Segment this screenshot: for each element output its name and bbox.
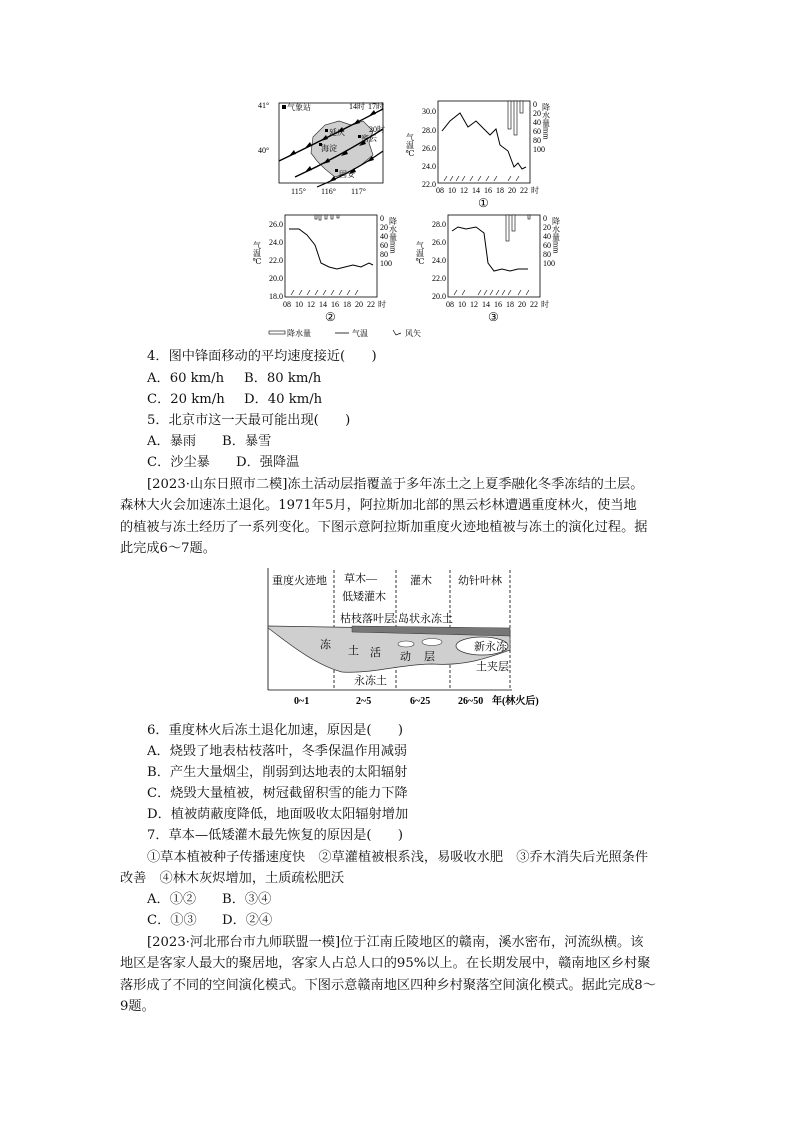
svg-text:28.0: 28.0 xyxy=(422,126,436,135)
island-permafrost-2 xyxy=(422,639,442,646)
svg-text:60: 60 xyxy=(380,241,388,250)
svg-text:12: 12 xyxy=(470,300,478,309)
xtick-4: 26~50 xyxy=(458,696,484,707)
x-ticks-3 xyxy=(446,299,549,309)
svg-text:20: 20 xyxy=(533,109,541,118)
panel-2 xyxy=(252,214,398,324)
q7-option-b: B．③④ xyxy=(222,892,272,907)
q4-option-c: C．20 km/h xyxy=(147,392,225,407)
svg-text:16: 16 xyxy=(331,300,339,309)
svg-text:100: 100 xyxy=(533,145,545,154)
svg-text:20: 20 xyxy=(380,223,388,232)
svg-text:80: 80 xyxy=(533,136,541,145)
svg-text:40: 40 xyxy=(533,118,541,127)
q7-statements-1: ①草本植被种子传播速度快 ②草灌植被根系浅，易吸收水肥 ③乔木消失后光照条件 xyxy=(147,850,649,865)
y-label-1: 气温℃ xyxy=(405,133,415,158)
svg-text:0: 0 xyxy=(380,214,384,223)
q7-stem: 7．草本—低矮灌木最先恢复的原因是( ) xyxy=(147,828,404,843)
svg-text:60: 60 xyxy=(543,241,551,250)
stage-2a: 草木— xyxy=(344,573,377,585)
svg-text:40: 40 xyxy=(380,232,388,241)
xtick-2: 2~5 xyxy=(356,696,372,707)
q7-statements-2: 改善 ④林木灰烬增加，土质疏松肥沃 xyxy=(120,871,345,886)
svg-text:0: 0 xyxy=(543,214,547,223)
svg-text:12: 12 xyxy=(460,186,468,195)
front-map xyxy=(258,101,385,196)
svg-text:100: 100 xyxy=(380,259,392,268)
svg-text:26.0: 26.0 xyxy=(432,238,446,247)
q6-option-c: C．烧毁大量植被，树冠截留积雪的能力下降 xyxy=(147,786,408,801)
svg-text:24.0: 24.0 xyxy=(422,162,436,171)
svg-text:26.0: 26.0 xyxy=(269,220,283,229)
stage-1: 重度火迹地 xyxy=(272,575,327,587)
svg-text:80: 80 xyxy=(380,250,388,259)
q6-option-d: D．植被荫蔽度降低，地面吸收太阳辐射增加 xyxy=(147,807,409,822)
label-permafrost: 永冻土 xyxy=(354,675,387,687)
wind-barbs-3 xyxy=(454,290,529,295)
station-icon xyxy=(282,105,286,109)
stage-3: 灌木 xyxy=(410,575,432,587)
panel-3 xyxy=(415,214,561,324)
svg-text:时: 时 xyxy=(378,300,386,309)
place-yanqing: 延庆 xyxy=(329,128,345,137)
lon-115: 115° xyxy=(291,187,306,196)
q5-option-b: B．暴雪 xyxy=(222,434,272,449)
q7-option-a: A．①② xyxy=(147,892,197,907)
svg-text:16: 16 xyxy=(484,186,492,195)
svg-text:24.0: 24.0 xyxy=(432,256,446,265)
svg-text:时: 时 xyxy=(541,300,549,309)
svg-text:时: 时 xyxy=(531,186,539,195)
svg-text:20: 20 xyxy=(543,223,551,232)
passage3-line-4: 9题。 xyxy=(120,999,155,1014)
svg-text:20.0: 20.0 xyxy=(432,292,446,301)
svg-text:22: 22 xyxy=(530,300,538,309)
q6-stem: 6．重度林火后冻土退化加速，原因是( ) xyxy=(147,723,404,738)
xtick-1: 0~1 xyxy=(294,696,310,707)
label-dong: 冻 xyxy=(320,639,331,651)
y-label-2: 气温℃ xyxy=(252,241,262,266)
svg-text:20.0: 20.0 xyxy=(269,274,283,283)
svg-text:12: 12 xyxy=(307,300,315,309)
wind-barbs-2 xyxy=(291,290,358,295)
svg-text:18: 18 xyxy=(343,300,351,309)
svg-text:20: 20 xyxy=(355,300,363,309)
label-new-1: 新永冻 xyxy=(474,641,507,653)
place-miyun: 密云 xyxy=(361,134,377,143)
q5-option-a: A．暴雨 xyxy=(147,434,197,449)
y2-label-1: 降水量mm xyxy=(541,103,551,140)
y2-label-2: 降水量mm xyxy=(388,217,398,254)
passage2-line-1: [2023·山东日照市二模]冻土活动层指覆盖于多年冻土之上夏季融化冬季冻结的土层。 xyxy=(147,477,644,492)
svg-text:16: 16 xyxy=(494,300,502,309)
panel-label-1: ① xyxy=(478,196,489,210)
passage3-line-2: 地区是客家人最大的聚居地，客家人占总人口的95%以上。在长期发展中，赣南地区乡村聚 xyxy=(120,956,651,971)
rain-bars-1 xyxy=(508,101,523,135)
panel-label-3: ③ xyxy=(488,310,499,324)
place-gu-an: 固安 xyxy=(339,170,355,179)
svg-text:10: 10 xyxy=(448,186,456,195)
temp-line-3 xyxy=(452,227,528,271)
rain-bars-3 xyxy=(506,215,530,241)
svg-text:30.0: 30.0 xyxy=(422,107,436,116)
island-permafrost-1 xyxy=(398,641,414,647)
label-ceng: 层 xyxy=(424,651,435,663)
temp-line-1 xyxy=(442,113,526,169)
stage-4: 幼针叶林 xyxy=(458,575,502,587)
svg-text:100: 100 xyxy=(543,259,555,268)
panel-label-2: ② xyxy=(325,310,336,324)
svg-text:10: 10 xyxy=(295,300,303,309)
x-ticks-1 xyxy=(436,185,539,195)
svg-text:08: 08 xyxy=(446,300,454,309)
q4-option-d: D．40 km/h xyxy=(244,392,323,407)
svg-text:风矢: 风矢 xyxy=(405,329,421,338)
time-14: 14时 xyxy=(349,102,365,111)
q7-option-c: C．①③ xyxy=(147,913,197,928)
q6-option-b: B．产生大量烟尘，削弱到达地表的太阳辐射 xyxy=(147,765,408,780)
wind-barbs-1 xyxy=(444,176,519,181)
y2-label-3: 降水量mm xyxy=(551,217,561,254)
q6-option-a: A．烧毁了地表枯枝落叶，冬季保温作用减弱 xyxy=(147,744,408,759)
svg-text:40: 40 xyxy=(543,232,551,241)
lon-116: 116° xyxy=(321,187,336,196)
svg-text:20: 20 xyxy=(518,300,526,309)
svg-text:14: 14 xyxy=(482,300,490,309)
legend-station: 气象站 xyxy=(287,103,311,112)
weather-figure xyxy=(252,95,561,345)
q4-option-b: B．80 km/h xyxy=(244,371,322,386)
passage2-line-3: 的植被与冻土经历了一系列变化。下图示意阿拉斯加重度火迹地植被与冻土的演化过程。据 xyxy=(120,520,648,535)
x-ticks-2 xyxy=(283,299,386,309)
q7-option-d: D．②④ xyxy=(222,913,273,928)
label-dong2: 动 xyxy=(400,651,411,663)
svg-text:28.0: 28.0 xyxy=(432,220,446,229)
svg-text:08: 08 xyxy=(283,300,291,309)
passage2-line-2: 森林大火会加速冻土退化。1971年5月，阿拉斯加北部的黑云杉林遭遇重度林火，使当地 xyxy=(120,498,637,513)
label-new-2: 土夹层 xyxy=(476,661,509,673)
label-huo: 活 xyxy=(370,647,381,659)
passage2-line-4: 此完成6～7题。 xyxy=(120,541,216,556)
passage3-line-1: [2023·河北邢台市九师联盟一模]位于江南丘陵地区的赣南，溪水密布，河流纵横。该 xyxy=(147,935,644,950)
lat-40: 40° xyxy=(258,146,270,155)
q5-option-d: D．强降温 xyxy=(236,455,300,470)
rain-bars-2 xyxy=(315,215,339,220)
svg-text:26.0: 26.0 xyxy=(422,144,436,153)
svg-text:10: 10 xyxy=(458,300,466,309)
q4-option-a: A．60 km/h xyxy=(147,371,225,386)
lat-41: 41° xyxy=(258,101,270,110)
panel-1 xyxy=(405,100,551,210)
svg-text:0: 0 xyxy=(533,100,537,109)
y-label-3: 气温℃ xyxy=(415,241,425,266)
lon-117: 117° xyxy=(351,187,366,196)
svg-text:22.0: 22.0 xyxy=(269,256,283,265)
figure1-legend xyxy=(269,328,421,338)
passage3-line-3: 落形成了不同的空间演化模式。下图示意赣南地区四种乡村聚落空间演化模式。据此完成8～ xyxy=(120,978,656,993)
svg-text:20: 20 xyxy=(508,186,516,195)
q5-stem: 5．北京市这一天最可能出现( ) xyxy=(147,413,351,428)
svg-text:18.0: 18.0 xyxy=(269,292,283,301)
svg-text:14: 14 xyxy=(472,186,480,195)
svg-text:24.0: 24.0 xyxy=(269,238,283,247)
svg-text:60: 60 xyxy=(533,127,541,136)
label-island: 岛状永冻土 xyxy=(398,613,453,625)
x-unit: 年(林火后) xyxy=(492,696,539,707)
place-haidian: 海淀 xyxy=(321,144,337,153)
q4-stem: 4．图中锋面移动的平均速度接近( ) xyxy=(147,349,377,364)
svg-text:80: 80 xyxy=(543,250,551,259)
svg-text:22.0: 22.0 xyxy=(422,180,436,189)
svg-text:18: 18 xyxy=(496,186,504,195)
q5-option-c: C．沙尘暴 xyxy=(147,455,210,470)
svg-text:气温: 气温 xyxy=(352,329,368,338)
permafrost-figure xyxy=(262,566,562,708)
time-17: 17时 xyxy=(368,102,384,111)
svg-text:22: 22 xyxy=(520,186,528,195)
svg-text:14: 14 xyxy=(319,300,327,309)
xtick-3: 6~25 xyxy=(410,696,431,707)
time-20: 20时 xyxy=(369,125,385,134)
stage-2b: 低矮灌木 xyxy=(342,591,386,603)
svg-text:22.0: 22.0 xyxy=(432,274,446,283)
svg-text:18: 18 xyxy=(506,300,514,309)
label-litter: 枯枝落叶层 xyxy=(340,613,395,625)
temp-line-2 xyxy=(289,229,373,269)
svg-text:08: 08 xyxy=(436,186,444,195)
svg-text:降水量: 降水量 xyxy=(287,329,311,338)
svg-text:22: 22 xyxy=(367,300,375,309)
label-tu: 土 xyxy=(348,645,359,657)
